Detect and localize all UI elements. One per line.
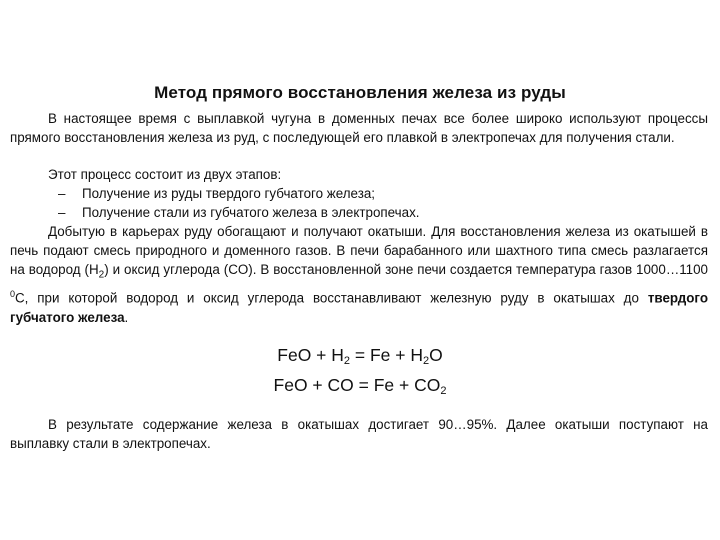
- paragraph-process: [10, 222, 708, 327]
- list-dash: –: [58, 205, 66, 221]
- formula-hydrogen: FeO + $H_2 = Fe + H_2O$: [277, 345, 443, 367]
- paragraph-intro: В настоящее время с выплавкой чугуна в доменных печах все более широко используют процессы прямого восстановления железа из руд, с последующей его плавкой в электропечах для получения стали.: [10, 111, 708, 146]
- list-item-text: Получение из руды твердого губчатого железа;: [82, 186, 376, 201]
- process-text-2: ) и оксид углерода (CO). В восстановленной зоне печи создается температура газов 1000…1100: [104, 262, 708, 278]
- document-title: Метод прямого восстановления железа из руды: [154, 83, 566, 102]
- process-text-4: .: [124, 309, 129, 325]
- hydrogen-subscript: 2: [98, 270, 105, 282]
- list-item-text: Получение стали из губчатого железа в электропечах.: [82, 205, 420, 221]
- formulas-block: [0, 343, 720, 403]
- process-text-3: C, при которой водород и оксид углерода восстанавливают железную руду в окатышах до: [15, 290, 648, 306]
- list-item: [58, 203, 698, 222]
- formula-carbon-monoxide: FeO + CO = $Fe + CO_2$: [273, 375, 447, 397]
- bold-term: твердого губчатого железа: [10, 290, 708, 325]
- process-text-1: Добытую в карьерах руду обогащают и получают окатыши. Для восстановления железа из окатышей в печь подают смесь природного и доменного газов. В печи барабанного или шахтного типа смесь разлагается на водород (H: [10, 224, 708, 278]
- degree-superscript: 0: [10, 289, 16, 300]
- stages-list: [58, 184, 698, 222]
- list-item: [58, 184, 698, 203]
- list-dash: –: [58, 186, 66, 201]
- paragraph-stages: Этот процесс состоит из двух этапов:: [48, 167, 282, 182]
- paragraph-result: В результате содержание железа в окатышах достигает 90…95%. Далее окатыши поступают на выплавку стали в электропечах.: [10, 417, 708, 452]
